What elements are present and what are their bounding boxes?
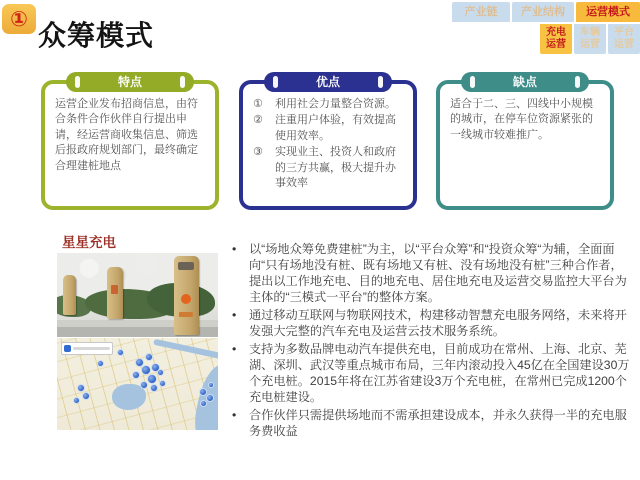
map-marker: [200, 400, 207, 407]
slide-number-badge: [2, 4, 36, 34]
advantage-number: ③: [253, 146, 263, 159]
pile-logo: [111, 285, 118, 294]
features-box: [41, 75, 219, 210]
map-search-box: [61, 342, 113, 355]
bullet-item: [228, 241, 634, 305]
map-marker: [82, 392, 90, 400]
charging-pile: [63, 275, 76, 315]
bullet-dot: •: [232, 342, 237, 356]
tab-platform-operation[interactable]: 平台运营: [608, 24, 640, 54]
tab-industry-chain[interactable]: 产业链: [452, 2, 510, 22]
tab-vehicle-operation[interactable]: 车辆运营: [574, 24, 606, 54]
bullet-item: [228, 307, 634, 339]
advantage-number: ①: [253, 98, 263, 110]
map-marker: [77, 384, 85, 392]
disadvantages-box-text: 适合于二、三、四线中小规模的城市，在停车位资源紧张的一线城市较难推广。: [450, 98, 593, 141]
advantage-item: [253, 145, 404, 191]
map-marker: [147, 374, 157, 384]
slide-number: ①: [10, 7, 28, 31]
features-box-title: 特点: [66, 72, 194, 92]
map-marker: [140, 381, 148, 389]
bullet-text: 通过移动互联网与物联网技术，构建移动智慧充电服务网络，未来将开发强大完整的汽车充电及运营云技术服务系统。: [249, 308, 627, 338]
bullet-text: 以“场地众筹免费建桩”为主，以“平台众筹”和“投资众筹“为辅，全面面向“只有场地没有桩、既有场地又有桩、没有场地没有桩”三种合作者，提出以工作地充电、目的地充电、居住地充电及运营交易监控大平台为主体的“三模式一平台”的整体方案。: [249, 242, 627, 304]
bullet-dot: •: [232, 408, 237, 422]
map-marker: [145, 353, 153, 361]
pile-logo: [181, 294, 191, 304]
features-box-text: 运营企业发布招商信息，由符合条件合作伙伴自行提出申请，经运营商收集信息、筛选后报政府规划部门，最终确定合理建桩地点: [55, 98, 198, 172]
bullet-text: 合作伙伴只需提供场地而不需承担建设成本，并永久获得一半的充电服务费收益: [249, 408, 627, 438]
advantages-box: [239, 75, 417, 210]
page-title: 众筹模式: [38, 20, 155, 51]
map-marker: [150, 384, 158, 392]
nav-row-primary: [452, 2, 640, 22]
tab-industry-structure[interactable]: 产业结构: [512, 2, 574, 22]
map-marker: [206, 394, 214, 402]
disadvantages-box: [436, 75, 614, 210]
disadvantages-box-title: 缺点: [461, 72, 589, 92]
advantages-box-title: 优点: [264, 72, 392, 92]
nav-row-secondary: [540, 24, 640, 54]
case-study-media: [57, 253, 218, 430]
tab-operation-mode[interactable]: 运营模式: [576, 2, 640, 22]
map-marker: [157, 369, 164, 376]
map-marker: [117, 349, 124, 356]
charging-piles-photo: [57, 253, 218, 337]
advantage-text: 注重用户体验，有效提高使用效率。: [275, 114, 396, 142]
advantage-item: [253, 97, 404, 112]
map-marker: [73, 397, 80, 404]
charging-pile: [174, 256, 199, 335]
bullet-item: [228, 341, 634, 405]
map-marker: [132, 371, 140, 379]
advantage-item: [253, 113, 404, 144]
map-marker: [159, 380, 166, 387]
tab-charging-operation[interactable]: 充电运营: [540, 24, 572, 54]
advantage-text: 利用社会力量整合资源。: [275, 98, 396, 110]
river-shape: [153, 339, 218, 359]
map-logo-icon: [64, 345, 71, 352]
advantage-number: ②: [253, 114, 263, 127]
bullet-dot: •: [232, 242, 237, 256]
pile-label: [179, 312, 193, 317]
bullet-dot: •: [232, 308, 237, 322]
map-search-placeholder: [73, 347, 110, 350]
case-study-title: 星星充电: [62, 235, 116, 250]
map-marker: [208, 382, 214, 388]
bullet-text: 支持为多数品牌电动汽车提供充电，目前成功在常州、上海、北京、芜湖、深圳、武汉等重点城市布局，三年内滚动投入45亿在全国建设30万个充电桩。2015年将在江苏省建设3万个充电桩，在常州已完成1200个充电桩建设。: [249, 342, 630, 404]
advantage-text: 实现业主、投资人和政府的三方共赢，极大提升办事效率: [275, 146, 396, 189]
advantages-box-list: [243, 84, 413, 191]
bullet-item: [228, 407, 634, 439]
pile-screen: [178, 262, 194, 270]
station-locations-map: [57, 338, 218, 430]
charging-pile: [107, 267, 123, 319]
map-marker: [97, 360, 104, 367]
case-study-bullets: [228, 241, 634, 441]
